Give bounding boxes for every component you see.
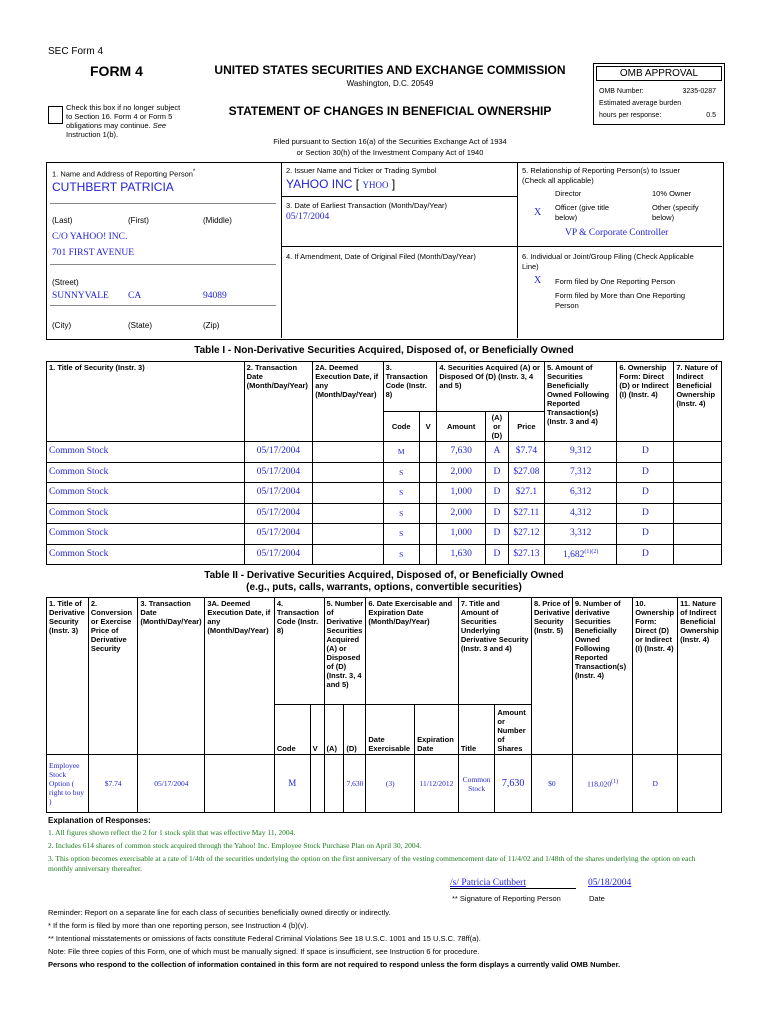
statement-title: STATEMENT OF CHANGES IN BENEFICIAL OWNERSHIP (228, 104, 552, 118)
t1-h3: 3. Transaction Code (Instr. 8) (383, 362, 437, 412)
t2-h1: 1. Title of Derivative Security (Instr. 3) (47, 598, 89, 755)
table-row (47, 462, 722, 483)
t1-cell-date[interactable] (244, 442, 313, 463)
t1-cell-ad[interactable] (486, 544, 509, 565)
t2-v-header: V (310, 705, 324, 755)
table2-title-1: Table II - Derivative Securities Acquired, Disposed of, or Beneficially Owned (204, 570, 564, 581)
t1-cell-code[interactable] (383, 462, 419, 483)
t1-cell-owned[interactable] (544, 442, 616, 463)
t1-cell-ad[interactable] (486, 462, 509, 483)
t1-cell-owned[interactable] (544, 544, 616, 565)
t2-row-v (310, 755, 324, 813)
t2-row-deriv-price[interactable]: $0 (531, 755, 572, 813)
t1-ad-value: D (493, 507, 501, 518)
footnote-4: Persons who respond to the collection of information contained in this form are not required to respond unless the form displays a currently valid OMB Number. (48, 960, 621, 969)
t1-cell-owned[interactable] (544, 462, 616, 483)
t2-code-header: Code (274, 705, 310, 755)
ten-percent-owner-label: 10% Owner (652, 189, 692, 198)
state-value[interactable]: CA (128, 291, 142, 301)
filed-pursuant (190, 136, 590, 158)
box6-label-2: Line) (522, 262, 539, 271)
other-label-2: below) (652, 213, 675, 222)
t1-h7: 7. Nature of Indirect Beneficial Ownership (Instr. 4) (674, 362, 722, 442)
t2-row-code[interactable]: M (274, 755, 310, 813)
t2-row-a (324, 755, 344, 813)
t1-ad-value: D (493, 466, 501, 477)
signature-text: /s/ Patricia Cuthbert (450, 878, 526, 888)
officer-label-2: below) (555, 213, 578, 222)
name-underline (50, 203, 276, 204)
t1-cell-form[interactable] (617, 442, 674, 463)
table-row (47, 544, 722, 565)
table1 (46, 361, 722, 565)
explanation-item-2: 2. Includes 614 shares of common stock acquired through the Yahoo! Inc. Employee Stock Purchase Plan on April 30, 2004. (48, 841, 422, 850)
t1-price-value: $27.11 (513, 507, 540, 518)
t2-row-underlying-amount[interactable]: 7,630 (495, 755, 532, 813)
t2-d-header: (D) (344, 705, 366, 755)
t1-form-value: D (641, 548, 649, 559)
t1-cell-date[interactable] (244, 503, 313, 524)
t1-amount-value: 7,630 (450, 446, 472, 457)
table2-title-2: (e.g., puts, calls, warrants, options, convertible securities) (246, 582, 522, 593)
footnote-1: * If the form is filed by more than one reporting person, see Instruction 4 (b)(v). (48, 921, 309, 930)
t1-code-value: S (399, 488, 404, 498)
t1-code-value: M (397, 447, 405, 457)
t1-cell-code[interactable] (383, 524, 419, 545)
t2-h3a: 3A. Deemed Execution Date, if any (Month/Day/Year) (205, 598, 275, 755)
t1-cell-code[interactable] (383, 483, 419, 504)
t1-cell-empty (419, 524, 437, 545)
t1-title-value: Common Stock (49, 548, 109, 559)
box2-label: 2. Issuer Name and Ticker or Trading Symbol (286, 166, 437, 175)
table-row (47, 503, 722, 524)
t1-cell-ad[interactable] (486, 442, 509, 463)
t1-code-header: Code (383, 412, 419, 442)
city-underline (50, 305, 276, 306)
omb-hours: 0.5 (706, 112, 716, 119)
t1-cell-empty (313, 503, 383, 524)
t1-cell-empty (674, 524, 722, 545)
t1-cell-price[interactable] (508, 462, 544, 483)
state-label: (State) (128, 321, 153, 330)
sec-form-label: SEC Form 4 (48, 46, 104, 57)
street-label: (Street) (52, 278, 79, 287)
table2 (46, 597, 722, 813)
t2-h9: 9. Number of derivative Securities Beneficially Owned Following Reported Transaction(s) (Instr. 4) (572, 598, 632, 755)
t1-cell-empty (674, 442, 722, 463)
t2-row-title[interactable]: Employee Stock Option ( right to buy ) (47, 755, 89, 813)
t1-cell-empty (313, 544, 383, 565)
explanation-title: Explanation of Responses: (48, 816, 151, 825)
footer (48, 908, 724, 969)
t1-price-header: Price (508, 412, 544, 442)
omb-title: OMB APPROVAL (596, 66, 722, 81)
t1-cell-empty (419, 462, 437, 483)
t1-cell-form[interactable] (617, 544, 674, 565)
t1-cell-amount[interactable] (437, 524, 486, 545)
t1-title-value: Common Stock (49, 466, 109, 477)
t1-amount-value: 1,630 (450, 548, 472, 559)
t1-cell-owned[interactable] (544, 524, 616, 545)
t1-cell-code[interactable] (383, 503, 419, 524)
checkbox-instructions (66, 103, 196, 139)
t1-title-value: Common Stock (49, 507, 109, 518)
box6-label (522, 252, 694, 272)
t1-amount-value: 2,000 (450, 507, 472, 518)
t2-h11: 11. Nature of Indirect Beneficial Ownership (Instr. 4) (678, 598, 722, 755)
table1-title: Table I - Non-Derivative Securities Acquired, Disposed of, or Beneficially Owned (194, 345, 574, 356)
director-label: Director (555, 189, 582, 198)
t1-title-value: Common Stock (49, 446, 109, 457)
checkbox-text-2: to Section 16. Form 4 or Form 5 (66, 112, 173, 121)
table-row (47, 483, 722, 504)
t1-cell-date[interactable] (244, 544, 313, 565)
box5-label (522, 166, 680, 186)
t1-cell-title[interactable] (47, 503, 245, 524)
t1-code-value: S (399, 467, 404, 477)
t2-row-form[interactable]: D (633, 755, 678, 813)
t1-price-value: $27.12 (513, 528, 540, 539)
t1-cell-title[interactable] (47, 483, 245, 504)
t2-title-header: Title (458, 705, 495, 755)
box3-label: 3. Date of Earliest Transaction (Month/Day/Year) (286, 201, 448, 210)
ticker-symbol[interactable]: YHOO (362, 180, 389, 190)
t1-cell-amount[interactable] (437, 462, 486, 483)
other-label (652, 203, 699, 223)
t2-row-d[interactable]: 7,630 (344, 755, 366, 813)
issuer-name[interactable]: YAHOO INC (286, 177, 353, 191)
box6-label-1: 6. Individual or Joint/Group Filing (Check Applicable (522, 252, 694, 261)
omb-approval-box (593, 63, 725, 125)
t1-cell-date[interactable] (244, 524, 313, 545)
officer-title[interactable]: VP & Corporate Controller (565, 228, 669, 238)
t1-v-header: V (419, 412, 437, 442)
explanation-list (48, 828, 720, 874)
t2-expiration-header: Expiration Date (415, 705, 459, 755)
city-label: (City) (52, 321, 72, 330)
t1-form-value: D (641, 487, 649, 498)
t1-cell-empty (419, 442, 437, 463)
t1-cell-empty (419, 503, 437, 524)
signature-value[interactable] (450, 878, 576, 889)
box1-label (52, 168, 195, 179)
no-longer-subject-checkbox[interactable] (48, 106, 63, 124)
t2-owned-value: 118,020 (586, 779, 612, 789)
t2-row-exercisable[interactable]: (3) (366, 755, 415, 813)
t1-date-value: 05/17/2004 (256, 487, 301, 498)
box5-label-1: 5. Relationship of Reporting Person(s) to Issuer (522, 166, 680, 175)
omb-number-label: OMB Number: (599, 88, 644, 95)
t2-h6: 6. Date Exercisable and Expiration Date (Month/Day/Year) (366, 598, 458, 705)
reminder: Reminder: Report on a separate line for each class of securities beneficially owned directly or indirectly. (48, 908, 391, 917)
t1-price-value: $27.08 (513, 466, 540, 477)
agency-city: Washington, D.C. 20549 (346, 79, 434, 88)
t1-ad-value: D (493, 487, 501, 498)
t1-price-value: $7.74 (515, 446, 538, 457)
one-person-checkbox-x[interactable]: X (534, 275, 542, 286)
t1-cell-empty (674, 462, 722, 483)
t2-h3: 3. Transaction Date (Month/Day/Year) (138, 598, 205, 755)
t1-code-value: S (399, 529, 404, 539)
t1-h1: 1. Title of Security (Instr. 3) (47, 362, 245, 442)
t1-cell-amount[interactable] (437, 442, 486, 463)
t1-ad-value: D (493, 528, 501, 539)
box1-star: * (192, 168, 196, 175)
t1-cell-price[interactable] (508, 544, 544, 565)
t1-cell-title[interactable] (47, 544, 245, 565)
t2-amount-header: Amount or Number of Shares (495, 705, 532, 755)
t1-cell-owned[interactable] (544, 503, 616, 524)
t1-code-value: S (399, 549, 404, 559)
t2-date-exercisable-header: Date Exercisable (366, 705, 415, 755)
t1-cell-title[interactable] (47, 442, 245, 463)
divider (281, 196, 517, 197)
t1-cell-date[interactable] (244, 483, 313, 504)
t1-cell-empty (674, 503, 722, 524)
box1-label-text: 1. Name and Address of Reporting Person (52, 169, 193, 179)
t1-h5: 5. Amount of Securities Beneficially Owned Following Reported Transaction(s) (Instr. 3 and 4) (544, 362, 616, 442)
t1-cell-code[interactable] (383, 544, 419, 565)
t1-cell-ad[interactable] (486, 483, 509, 504)
t1-cell-empty (313, 524, 383, 545)
t1-ad-header: (A) or (D) (486, 412, 509, 442)
box5-label-2: (Check all applicable) (522, 176, 594, 185)
t1-cell-price[interactable] (508, 442, 544, 463)
table2-title (46, 570, 722, 594)
t2-row-price[interactable]: $7.74 (88, 755, 138, 813)
t1-title-value: Common Stock (49, 528, 109, 539)
t2-h8: 8. Price of Derivative Security (Instr. 5) (531, 598, 572, 755)
checkbox-text-3: obligations may continue. (66, 121, 151, 130)
checkbox-text-1: Check this box if no longer subject (66, 103, 181, 112)
t2-row-date[interactable]: 05/17/2004 (138, 755, 205, 813)
address-line-2[interactable]: 701 FIRST AVENUE (52, 248, 134, 258)
t1-form-value: D (641, 507, 649, 518)
divider (281, 162, 282, 338)
signature-date-text: 05/18/2004 (588, 878, 632, 888)
t1-code-value: S (399, 508, 404, 518)
earliest-transaction-date[interactable]: 05/17/2004 (286, 212, 330, 222)
t1-price-value: $27.1 (515, 487, 538, 498)
explanation-item-3: 3. This option becomes exercisable at a rate of 1/4th of the securities underlying the option on the first anniversary of the vesting commencement date of 11/4/02 and 1/48th of the shares underlying the option on each monthly anniversary thereafter. (48, 854, 696, 873)
omb-burden-label: Estimated average burden (599, 100, 682, 107)
divider (517, 162, 518, 338)
t1-cell-form[interactable] (617, 503, 674, 524)
zip-value[interactable]: 94089 (203, 291, 227, 301)
t1-h6: 6. Ownership Form: Direct (D) or Indirect (I) (Instr. 4) (617, 362, 674, 442)
t2-row-underlying-title[interactable]: Common Stock (458, 755, 495, 813)
date-label: Date (589, 894, 605, 903)
filed-line-2: or Section 30(h) of the Investment Company Act of 1940 (296, 148, 484, 157)
officer-label (555, 203, 609, 223)
t1-cell-owned[interactable] (544, 483, 616, 504)
form-title: FORM 4 (90, 63, 143, 79)
city-value[interactable]: SUNNYVALE (52, 291, 109, 301)
t2-h2: 2. Conversion or Exercise Price of Derivative Security (88, 598, 138, 755)
t1-cell-title[interactable] (47, 524, 245, 545)
t1-cell-empty (674, 544, 722, 565)
ticker-bracket-close: ] (391, 177, 396, 191)
t1-cell-date[interactable] (244, 462, 313, 483)
t1-date-value: 05/17/2004 (256, 548, 301, 559)
one-person-label: Form filed by One Reporting Person (555, 277, 676, 286)
t1-cell-code[interactable] (383, 442, 419, 463)
reporting-person-name[interactable]: CUTHBERT PATRICIA (52, 180, 174, 194)
t1-amount-value: 1,000 (450, 487, 472, 498)
t1-amount-value: 1,000 (450, 528, 472, 539)
t2-h7: 7. Title and Amount of Securities Underlying Derivative Security (Instr. 3 and 4) (458, 598, 531, 705)
t2-h4: 4. Transaction Code (Instr. 8) (274, 598, 324, 705)
signature-date[interactable] (588, 878, 648, 888)
more-than-one-label (555, 291, 685, 311)
explanation-item-1: 1. All figures shown reflect the 2 for 1 stock split that was effective May 11, 2004. (48, 828, 296, 837)
t2-row-expiration[interactable]: 11/12/2012 (415, 755, 459, 813)
t1-cell-form[interactable] (617, 524, 674, 545)
omb-hours-label: hours per response: (599, 112, 662, 119)
more-label-1: Form filed by More than One Reporting (555, 291, 686, 300)
more-label-2: Person (555, 301, 579, 310)
first-label: (First) (128, 216, 149, 225)
t1-h2: 2. Transaction Date (Month/Day/Year) (244, 362, 313, 442)
t1-owned-value: 3,312 (570, 528, 592, 539)
t1-cell-price[interactable] (508, 503, 544, 524)
checkbox-text-see: See (152, 121, 167, 130)
t1-cell-price[interactable] (508, 483, 544, 504)
t1-cell-empty (419, 544, 437, 565)
address-line-1[interactable]: C/O YAHOO! INC. (52, 232, 128, 242)
t1-footnote: (1)(2) (584, 549, 599, 556)
t1-date-value: 05/17/2004 (256, 507, 301, 518)
checkbox-text-4: Instruction 1(b). (66, 130, 119, 139)
t1-date-value: 05/17/2004 (256, 466, 301, 477)
t1-date-value: 05/17/2004 (256, 528, 301, 539)
table-row (47, 442, 722, 463)
filed-line-1: Filed pursuant to Section 16(a) of the Securities Exchange Act of 1934 (273, 137, 507, 146)
t1-owned-value: 4,312 (570, 507, 592, 518)
middle-label: (Middle) (203, 216, 232, 225)
t1-h4: 4. Securities Acquired (A) or Disposed Of (D) (Instr. 3, 4 and 5) (437, 362, 545, 412)
t1-form-value: D (641, 466, 649, 477)
box4-label: 4. If Amendment, Date of Original Filed (Month/Day/Year) (286, 252, 476, 261)
last-label: (Last) (52, 216, 73, 225)
t1-cell-amount[interactable] (437, 503, 486, 524)
t1-cell-empty (674, 483, 722, 504)
t1-cell-form[interactable] (617, 462, 674, 483)
table-row (47, 755, 722, 813)
address-underline (50, 264, 276, 265)
issuer-line (286, 177, 395, 191)
t1-h2a: 2A. Deemed Execution Date, if any (Month/Day/Year) (313, 362, 383, 442)
t1-cell-form[interactable] (617, 483, 674, 504)
t1-cell-amount[interactable] (437, 544, 486, 565)
t2-row-deemed (205, 755, 275, 813)
officer-checkbox-x[interactable]: X (534, 207, 542, 218)
t1-date-value: 05/17/2004 (256, 446, 301, 457)
zip-label: (Zip) (203, 321, 220, 330)
t1-cell-title[interactable] (47, 462, 245, 483)
t1-cell-ad[interactable] (486, 503, 509, 524)
t1-owned-value: 9,312 (570, 446, 592, 457)
agency-title: UNITED STATES SECURITIES AND EXCHANGE COMMISSION (214, 63, 566, 77)
t1-form-value: D (641, 528, 649, 539)
t1-owned-value: 7,312 (570, 466, 592, 477)
t1-cell-empty (313, 483, 383, 504)
t1-ad-value: D (493, 548, 501, 559)
t1-cell-empty (313, 442, 383, 463)
t1-cell-ad[interactable] (486, 524, 509, 545)
t1-cell-amount[interactable] (437, 483, 486, 504)
footnote-2: ** Intentional misstatements or omissions of facts constitute Federal Criminal Violations See 18 U.S.C. 1001 and 15 U.S.C. 78ff(a). (48, 934, 481, 943)
t1-amount-value: 2,000 (450, 466, 472, 477)
footnote-3: Note: File three copies of this Form, one of which must be manually signed. If space is insufficient, see Instruction 6 for procedure. (48, 947, 480, 956)
officer-label-1: Officer (give title (555, 203, 610, 212)
t1-cell-price[interactable] (508, 524, 544, 545)
signature-label: ** Signature of Reporting Person (452, 894, 561, 903)
ticker-bracket-open: [ (355, 177, 360, 191)
t2-h10: 10. Ownership Form: Direct (D) or Indirect (I) (Instr. 4) (633, 598, 678, 755)
t1-ad-value: A (493, 446, 501, 457)
t2-a-header: (A) (324, 705, 344, 755)
t2-owned-footnote: (1) (611, 779, 619, 786)
divider (281, 246, 722, 247)
t1-cell-empty (419, 483, 437, 504)
t1-form-value: D (641, 446, 649, 457)
t1-cell-empty (313, 462, 383, 483)
other-label-1: Other (specify (652, 203, 699, 212)
t1-title-value: Common Stock (49, 487, 109, 498)
t1-price-value: $27.13 (513, 548, 540, 559)
omb-number: 3235-0287 (682, 88, 716, 95)
t2-row-nature (678, 755, 722, 813)
t1-amount-header: Amount (437, 412, 486, 442)
t1-owned-value: 6,312 (570, 487, 592, 498)
table-row (47, 524, 722, 545)
t2-h5: 5. Number of Derivative Securities Acquired (A) or Disposed of (D) (Instr. 3, 4 and 5) (324, 598, 366, 705)
t1-owned-value: 1,682 (563, 550, 585, 561)
t2-row-owned[interactable] (572, 755, 632, 813)
